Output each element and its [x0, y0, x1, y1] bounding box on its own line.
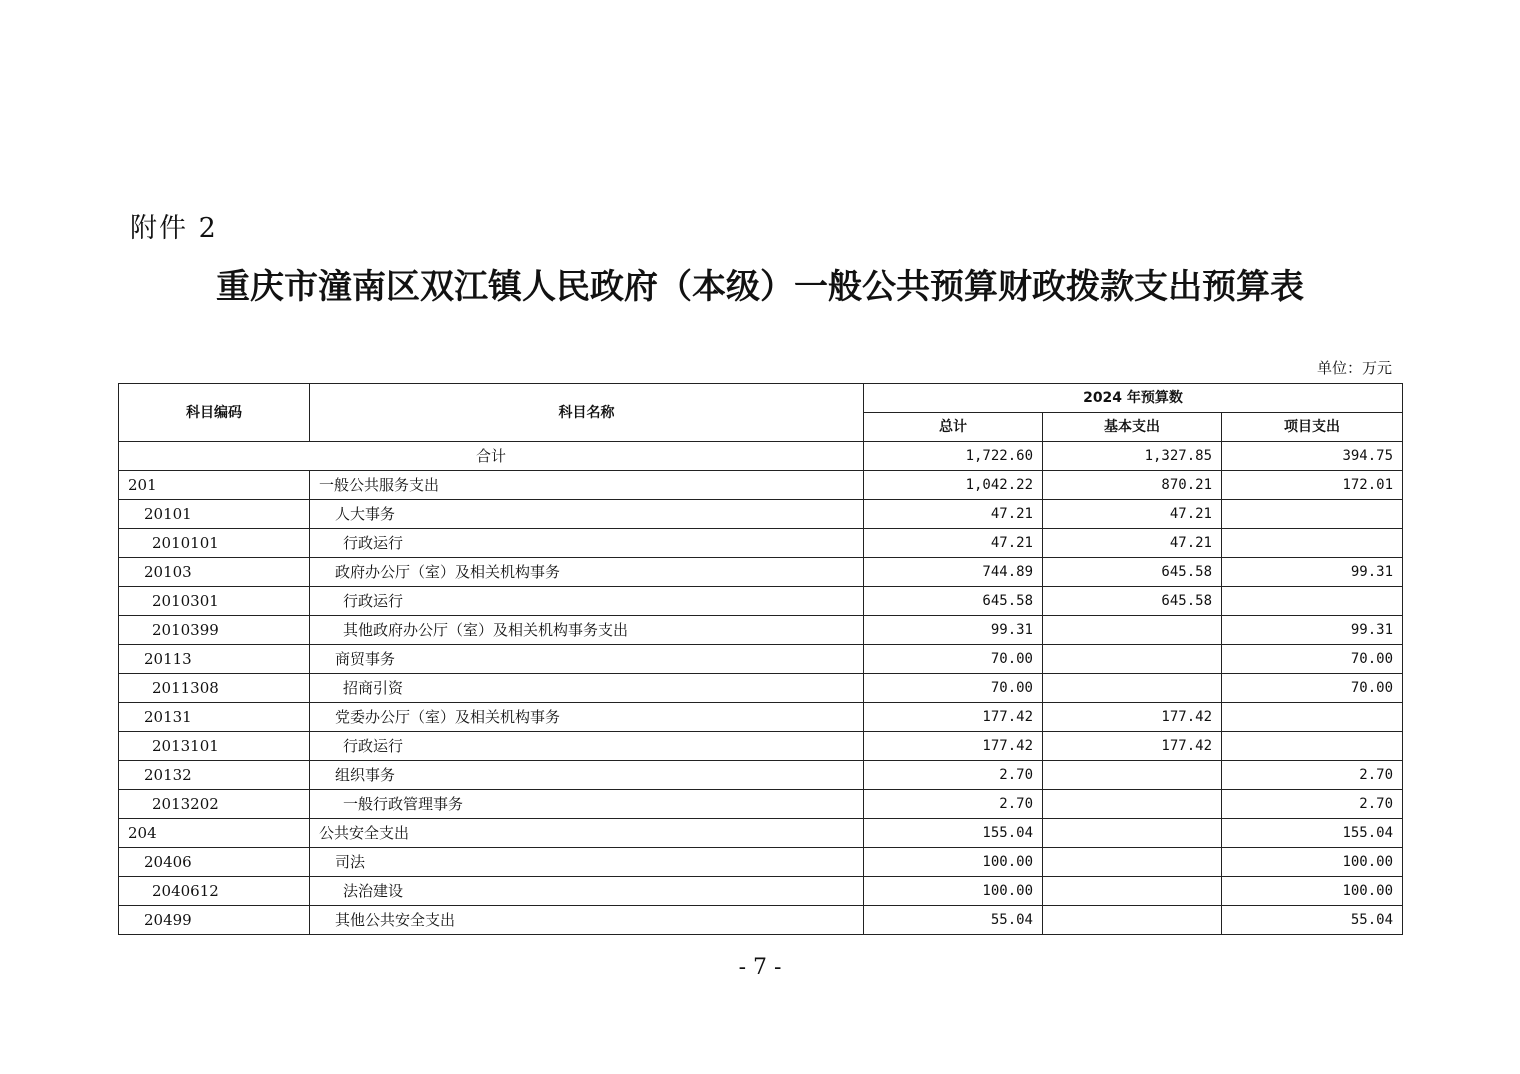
row-code: 2013202	[119, 790, 310, 819]
row-total: 99.31	[864, 616, 1043, 645]
table-row	[119, 877, 1403, 906]
row-basic	[1043, 616, 1222, 645]
row-total: 70.00	[864, 645, 1043, 674]
row-code: 20113	[119, 645, 310, 674]
row-basic: 47.21	[1043, 529, 1222, 558]
row-basic	[1043, 674, 1222, 703]
col-header-basic: 基本支出	[1043, 413, 1222, 442]
row-project: 2.70	[1222, 761, 1403, 790]
row-project: 100.00	[1222, 877, 1403, 906]
table-row	[119, 790, 1403, 819]
row-total: 155.04	[864, 819, 1043, 848]
row-basic	[1043, 906, 1222, 935]
document-title: 重庆市潼南区双江镇人民政府（本级）一般公共预算财政拨款支出预算表	[216, 267, 1304, 307]
row-name: 组织事务	[310, 761, 864, 790]
table-row	[119, 587, 1403, 616]
table-row	[119, 529, 1403, 558]
row-total: 177.42	[864, 703, 1043, 732]
row-name: 党委办公厅（室）及相关机构事务	[310, 703, 864, 732]
row-project: 55.04	[1222, 906, 1403, 935]
row-total: 645.58	[864, 587, 1043, 616]
table-row	[119, 906, 1403, 935]
row-name: 行政运行	[310, 529, 864, 558]
row-name: 一般公共服务支出	[310, 471, 864, 500]
row-project: 172.01	[1222, 471, 1403, 500]
table-row	[119, 732, 1403, 761]
row-basic	[1043, 848, 1222, 877]
row-project: 99.31	[1222, 558, 1403, 587]
row-basic	[1043, 790, 1222, 819]
row-project: 70.00	[1222, 645, 1403, 674]
summary-total: 1,722.60	[864, 442, 1043, 471]
table-row	[119, 616, 1403, 645]
table-row	[119, 703, 1403, 732]
row-total: 177.42	[864, 732, 1043, 761]
row-name: 招商引资	[310, 674, 864, 703]
row-project: 2.70	[1222, 790, 1403, 819]
row-project: 70.00	[1222, 674, 1403, 703]
row-code: 2010301	[119, 587, 310, 616]
row-code: 2011308	[119, 674, 310, 703]
table-header-row-1	[119, 384, 1403, 413]
row-basic	[1043, 819, 1222, 848]
row-code: 201	[119, 471, 310, 500]
row-project	[1222, 500, 1403, 529]
row-project: 99.31	[1222, 616, 1403, 645]
row-code: 20406	[119, 848, 310, 877]
row-name: 司法	[310, 848, 864, 877]
row-basic: 870.21	[1043, 471, 1222, 500]
row-total: 744.89	[864, 558, 1043, 587]
page-number: - 7 -	[738, 955, 782, 980]
row-name: 商贸事务	[310, 645, 864, 674]
row-name: 其他公共安全支出	[310, 906, 864, 935]
col-header-project: 项目支出	[1222, 413, 1403, 442]
row-name: 人大事务	[310, 500, 864, 529]
table-row	[119, 761, 1403, 790]
row-code: 20103	[119, 558, 310, 587]
row-code: 20499	[119, 906, 310, 935]
row-total: 100.00	[864, 848, 1043, 877]
row-name: 行政运行	[310, 732, 864, 761]
row-total: 2.70	[864, 761, 1043, 790]
row-total: 100.00	[864, 877, 1043, 906]
row-basic	[1043, 761, 1222, 790]
row-code: 2010101	[119, 529, 310, 558]
row-basic: 47.21	[1043, 500, 1222, 529]
col-header-name: 科目名称	[310, 384, 864, 442]
row-code: 2013101	[119, 732, 310, 761]
table-row	[119, 471, 1403, 500]
row-project	[1222, 732, 1403, 761]
row-total: 47.21	[864, 529, 1043, 558]
row-code: 20132	[119, 761, 310, 790]
row-name: 一般行政管理事务	[310, 790, 864, 819]
table-row	[119, 500, 1403, 529]
row-code: 20101	[119, 500, 310, 529]
row-basic	[1043, 877, 1222, 906]
row-project: 155.04	[1222, 819, 1403, 848]
row-total: 2.70	[864, 790, 1043, 819]
row-basic: 177.42	[1043, 732, 1222, 761]
row-project	[1222, 587, 1403, 616]
row-total: 70.00	[864, 674, 1043, 703]
row-code: 20131	[119, 703, 310, 732]
row-project: 100.00	[1222, 848, 1403, 877]
row-name: 其他政府办公厅（室）及相关机构事务支出	[310, 616, 864, 645]
budget-table	[118, 383, 1403, 935]
row-project	[1222, 529, 1403, 558]
summary-project: 394.75	[1222, 442, 1403, 471]
row-total: 55.04	[864, 906, 1043, 935]
attachment-label: 附件 2	[130, 213, 218, 244]
row-code: 204	[119, 819, 310, 848]
row-basic: 177.42	[1043, 703, 1222, 732]
summary-basic: 1,327.85	[1043, 442, 1222, 471]
row-basic	[1043, 645, 1222, 674]
row-name: 行政运行	[310, 587, 864, 616]
unit-label: 单位：万元	[1316, 359, 1392, 377]
col-header-code: 科目编码	[119, 384, 310, 442]
summary-row	[119, 442, 1403, 471]
row-code: 2010399	[119, 616, 310, 645]
table-row	[119, 819, 1403, 848]
table-row	[119, 558, 1403, 587]
table-row	[119, 674, 1403, 703]
table-row	[119, 645, 1403, 674]
col-header-total: 总计	[864, 413, 1043, 442]
row-total: 1,042.22	[864, 471, 1043, 500]
table-row	[119, 848, 1403, 877]
row-name: 法治建设	[310, 877, 864, 906]
row-name: 公共安全支出	[310, 819, 864, 848]
row-basic: 645.58	[1043, 587, 1222, 616]
row-project	[1222, 703, 1403, 732]
table-body	[119, 442, 1403, 935]
row-total: 47.21	[864, 500, 1043, 529]
row-basic: 645.58	[1043, 558, 1222, 587]
summary-label: 合计	[119, 442, 864, 471]
row-code: 2040612	[119, 877, 310, 906]
col-header-budget-group: 2024 年预算数	[864, 384, 1403, 413]
row-name: 政府办公厅（室）及相关机构事务	[310, 558, 864, 587]
